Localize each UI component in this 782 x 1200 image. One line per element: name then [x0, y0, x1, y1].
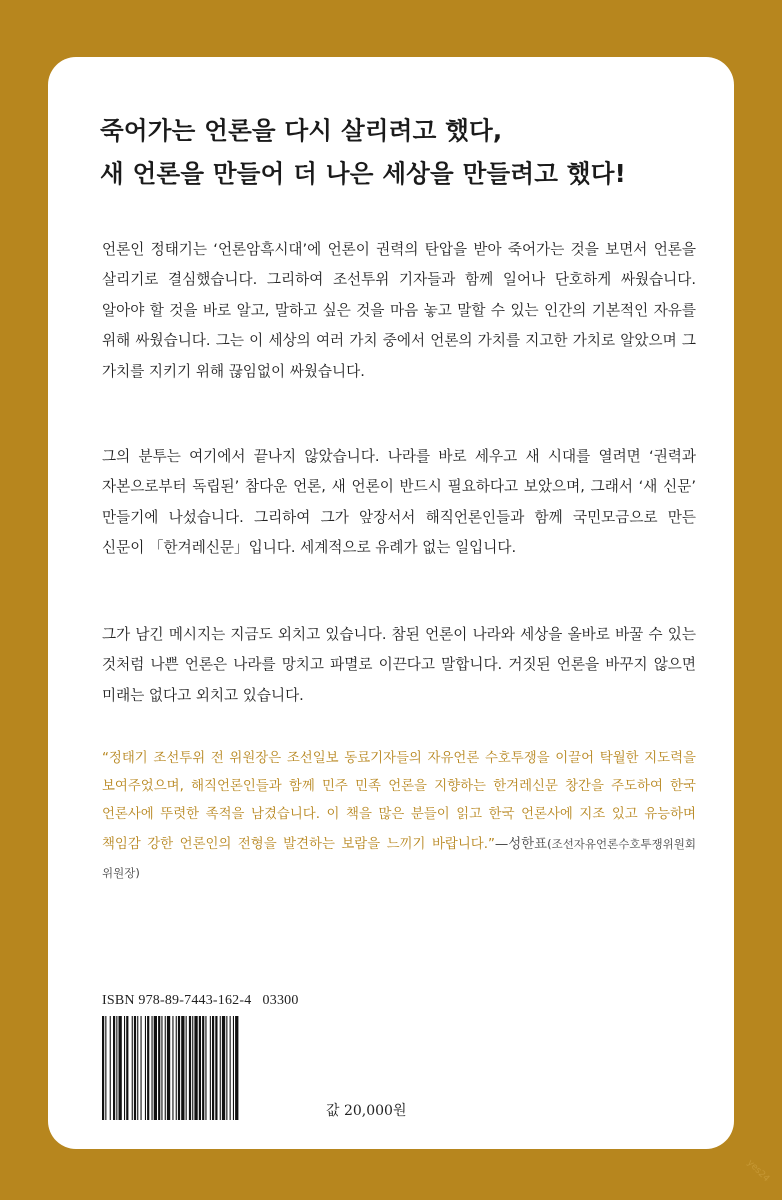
yes24-watermark: yes24: [744, 1158, 772, 1185]
body-paragraph-3: 그가 남긴 메시지는 지금도 외치고 있습니다. 참된 언론이 나라와 세상을 올바로 바꿀 수 있는 것처럼 나쁜 언론은 나라를 망치고 파멸로 이끈다고 말합니다. 거짓된 언론을 바꾸지 않으면 미래는 없다고 외치고 있습니다.: [102, 626, 696, 704]
body-paragraph-2: 그의 분투는 여기에서 끝나지 않았습니다. 나라를 바로 세우고 새 시대를 열려면 ‘권력과 자본으로부터 독립된’ 참다운 언론, 새 언론이 반드시 필요하다고 보았으며, 그래서 ‘새 신문’ 만들기에 나섰습니다. 그리하여 그가 앞장서서 해직언론인들과 함께 국민모금으로 만든 신문이 「한겨레신문」입니다. 세계적으로 유례가 없는 일입니다.: [102, 448, 696, 557]
endorser-role: (조선자유언론수호투쟁위원회 위원장): [102, 836, 696, 880]
body-paragraph-1: 언론인 정태기는 ‘언론암흑시대’에 언론이 권력의 탄압을 받아 죽어가는 것을 보면서 언론을 살리기로 결심했습니다. 그리하여 조선투위 기자들과 함께 일어나 단호하게 싸웠습니다. 알아야 할 것을 바로 알고, 말하고 싶은 것을 마음 놓고 말할 수 있는 인간의 기본적인 자유를 위해 싸웠습니다. 그는 이 세상의 여러 가치 중에서 언론의 가치를 지고한 가치로 알았으며 그 가치를 지키기 위해 끊임없이 싸웠습니다.: [102, 241, 696, 380]
endorsement-quote: [102, 745, 696, 888]
headline-line-2: 새 언론을 만들어 더 나은 세상을 만들려고 했다!: [100, 159, 626, 188]
barcode-image: [102, 1016, 314, 1120]
endorser-name: —성한표: [494, 836, 548, 852]
endorsement-text: “정태기 조선투위 전 위원장은 조선일보 동료기자들의 자유언론 수호투쟁을 이끌어 탁월한 지도력을 보여주었으며, 해직언론인들과 함께 민주 민족 언론을 지향하는 한겨레신문 창간을 주도하여 한국 언론사에 뚜렷한 족적을 남겼습니다. 이 책을 많은 분들이 읽고 한국 언론사에 지조 있고 유능하며 책임감 강한 언론인의 전형을 발견하는 보람을 느끼기 바랍니다.”: [102, 751, 696, 852]
isbn-number: ISBN 978-89-7443-162-4 03300: [102, 993, 299, 1008]
headline-line-1: 죽어가는 언론을 다시 살리려고 했다,: [100, 116, 503, 145]
back-cover-panel: [48, 57, 734, 1149]
price-label: 값 20,000원: [326, 1103, 407, 1119]
